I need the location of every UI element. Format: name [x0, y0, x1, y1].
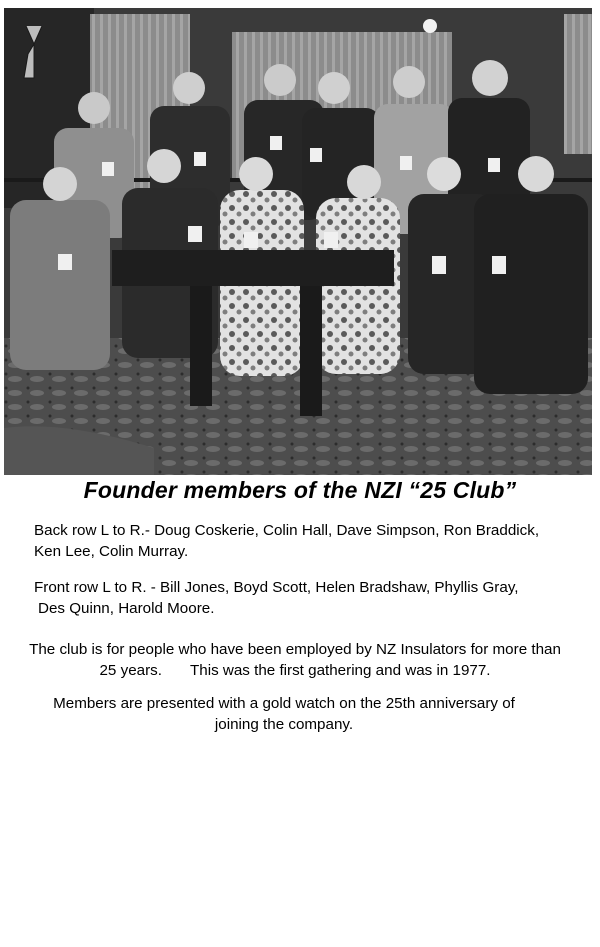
club-description	[0, 639, 590, 681]
club-line-2	[0, 660, 590, 681]
club-line-1: The club is for people who have been employed by NZ Insulators for more than	[29, 641, 561, 658]
club-line-2a: 25 years.	[99, 662, 162, 679]
back-row-caption	[34, 520, 579, 562]
front-row-line-1: Front row L to R. - Bill Jones, Boyd Scott, Helen Bradshaw, Phyllis Gray,	[34, 579, 519, 596]
back-row-line-2: Ken Lee, Colin Murray.	[34, 543, 189, 560]
group-photo-illustration	[4, 8, 592, 475]
front-row-line-2: Des Quinn, Harold Moore.	[38, 600, 215, 617]
club-line-2b: This was the first gathering and was in 1977.	[189, 662, 491, 679]
back-row-line-1: Back row L to R.- Doug Coskerie, Colin Hall, Dave Simpson, Ron Braddick,	[34, 522, 540, 539]
page-title: Founder members of the NZI “25 Club”	[83, 477, 517, 503]
watch-line-2: joining the company.	[214, 716, 354, 733]
group-photo	[4, 8, 592, 475]
watch-line-1: Members are presented with a gold watch on the 25th anniversary of	[53, 695, 515, 712]
watch-description	[0, 693, 568, 735]
front-row-caption	[34, 577, 579, 619]
